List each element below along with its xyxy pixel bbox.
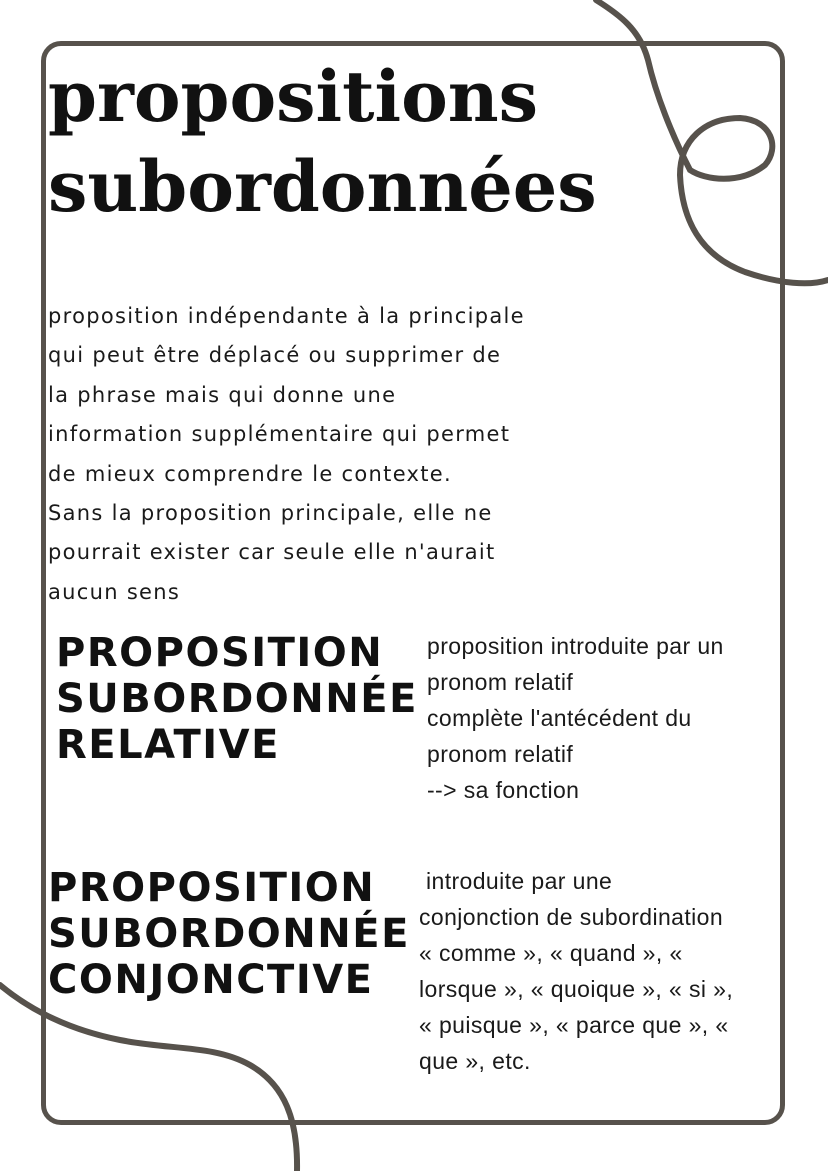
description-line: lorsque », « quoique », « si », <box>419 976 734 1002</box>
description-line: complète l'antécédent du <box>427 705 692 731</box>
heading-line: CONJONCTIVE <box>48 957 374 1003</box>
description-line: pronom relatif <box>427 669 574 695</box>
heading-line: PROPOSITION <box>48 865 376 911</box>
description-line: proposition introduite par un <box>427 633 724 659</box>
page-title <box>48 52 597 232</box>
intro-line: pourrait exister car seule elle n'aurait <box>48 540 496 565</box>
intro-line: Sans la proposition principale, elle ne <box>48 501 493 526</box>
relative-heading <box>56 630 418 768</box>
intro-line: la phrase mais qui donne une <box>48 382 397 407</box>
intro-line: qui peut être déplacé ou supprimer de <box>48 343 502 368</box>
conjonctive-description <box>419 863 733 1079</box>
heading-line: SUBORDONNÉE <box>48 911 410 957</box>
title-line: propositions <box>48 55 539 138</box>
description-line: --> sa fonction <box>427 777 580 803</box>
intro-line: de mieux comprendre le contexte. <box>48 461 453 486</box>
description-line: « puisque », « parce que », « <box>419 1012 729 1038</box>
conjonctive-heading <box>48 865 410 1003</box>
description-line: que », etc. <box>419 1048 531 1074</box>
description-line: « comme », « quand », « <box>419 940 683 966</box>
relative-description <box>427 628 724 808</box>
heading-line: RELATIVE <box>56 722 280 768</box>
description-line: introduite par une <box>426 868 613 894</box>
heading-line: SUBORDONNÉE <box>56 676 418 722</box>
description-line: conjonction de subordination <box>419 904 724 930</box>
heading-line: PROPOSITION <box>56 630 384 676</box>
intro-line: proposition indépendante à la principale <box>48 304 525 328</box>
intro-line: aucun sens <box>48 579 181 604</box>
description-line: pronom relatif <box>427 741 574 767</box>
title-line: subordonnées <box>48 145 597 228</box>
intro-line: information supplémentaire qui permet <box>48 422 511 447</box>
intro-paragraph <box>48 297 668 612</box>
